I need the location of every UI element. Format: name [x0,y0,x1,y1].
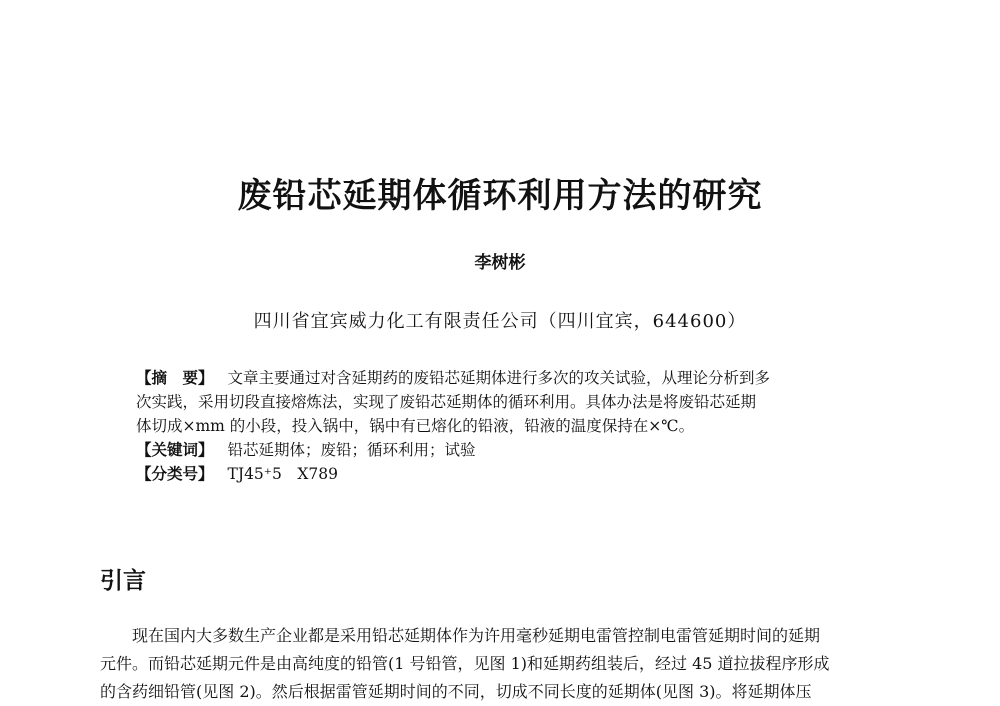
author-name: 李树彬 [474,253,526,273]
abstract-block [136,366,862,486]
body-line-3: 的含药细铅管(见图 2)。然后根据雷管延期时间的不同，切成不同长度的延期体(见图 3)。将延期体压 [100,682,812,701]
keywords-text: 铅芯延期体；废铅；循环利用；试验 [227,441,476,459]
body-line-2: 元件。而铅芯延期元件是由高纯度的铅管(1 号铅管，见图 1)和延期药组装后，经过 45 道拉拔程序形成 [100,654,830,673]
classification-text: TJ45⁺5 X789 [227,465,338,483]
abstract-line [136,366,862,390]
body-paragraph [100,622,896,706]
paper-title: 废铅芯延期体循环利用方法的研究 [237,176,763,216]
keywords-label: 【关键词】 [136,440,214,459]
keywords-line [136,438,862,462]
body-line-1: 现在国内大多数生产企业都是采用铅芯延期体作为许用毫秒延期电雷管控制电雷管延期时间的延期 [132,626,821,645]
abstract-text-line-1: 文章主要通过对含延期药的废铅芯延期体进行多次的攻关试验，从理论分析到多 [227,369,771,387]
abstract-text-line-2: 次实践，采用切段直接熔炼法，实现了废铅芯延期体的循环利用。具体办法是将废铅芯延期 [136,393,757,411]
abstract-text-line-3: 体切成×mm 的小段，投入锅中，锅中有已熔化的铅液，铅液的温度保持在×℃。 [136,417,695,435]
classification-line [136,462,862,486]
section-heading: 引言 [100,568,146,594]
abstract-label: 【摘 要】 [136,368,214,387]
affiliation: 四川省宜宾威力化工有限责任公司（四川宜宾，644600） [253,311,747,332]
classification-label: 【分类号】 [136,464,214,483]
